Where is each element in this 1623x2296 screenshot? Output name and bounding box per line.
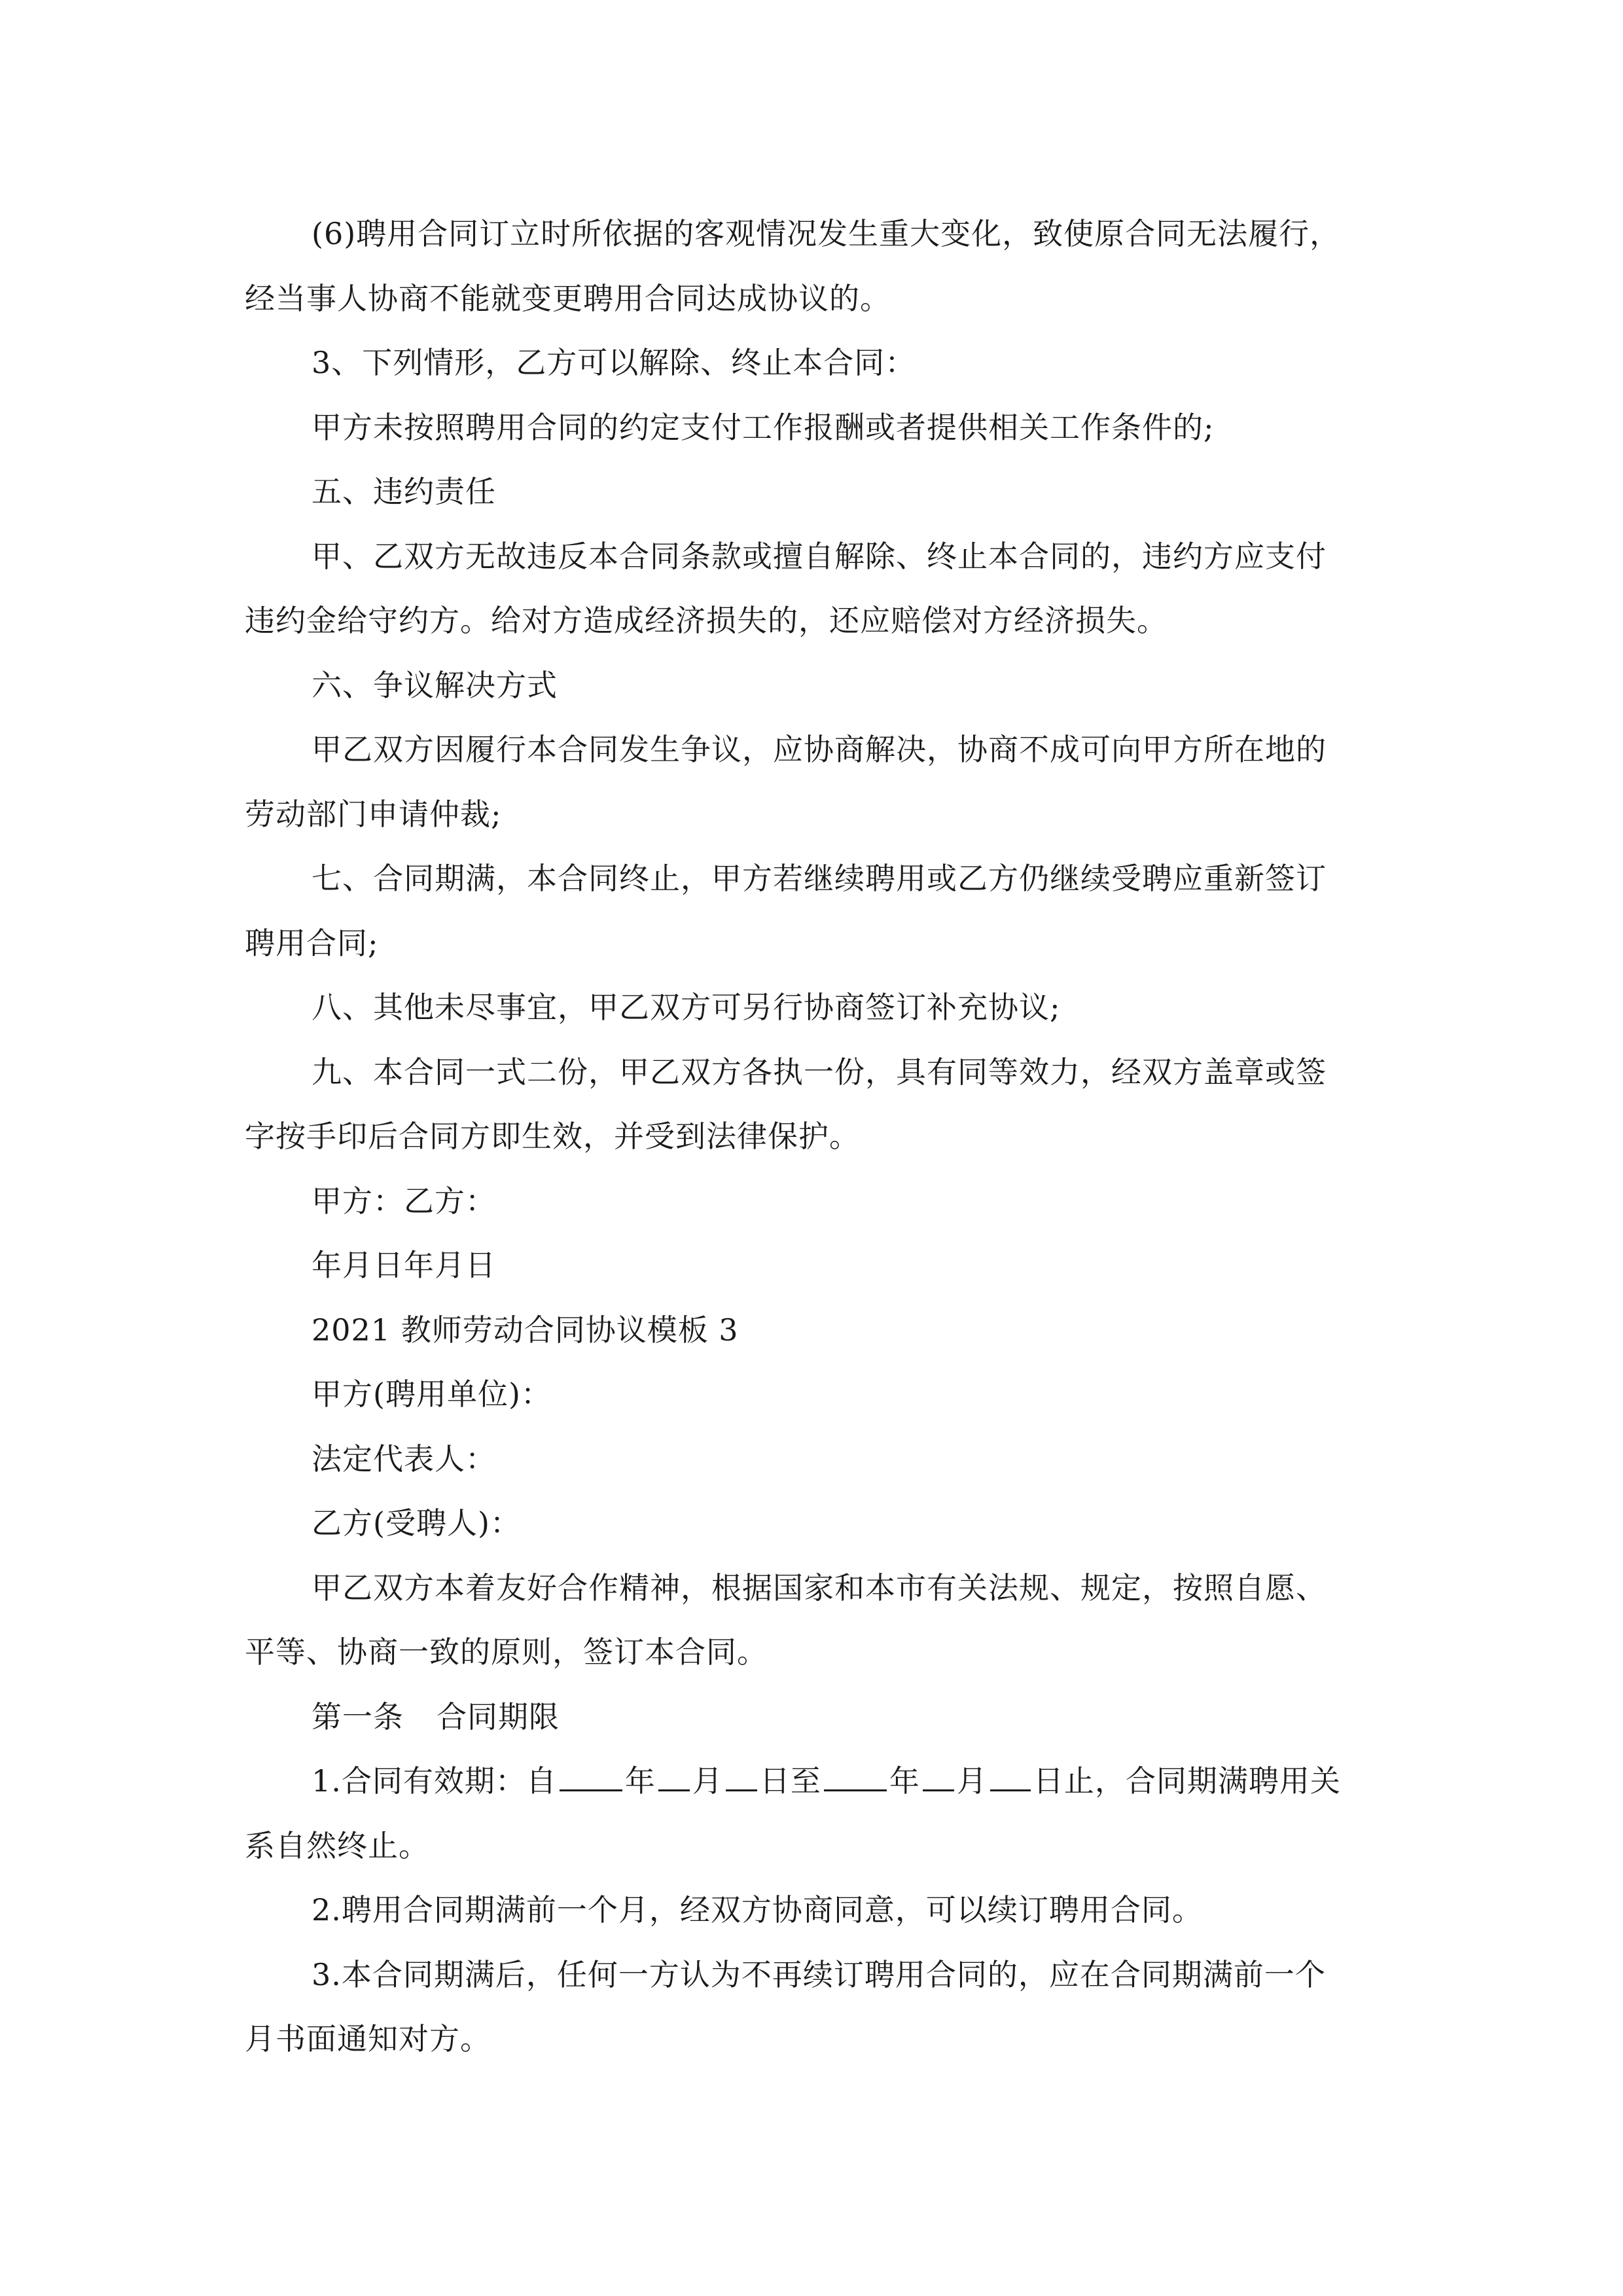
term-day-end-label: 日止，合同期满聘用关: [1033, 1763, 1341, 1799]
paragraph-line: 3、下列情形，乙方可以解除、终止本合同：: [312, 345, 916, 380]
paragraph-line: 八、其他未尽事宜，甲乙双方可另行协商签订补充协议;: [312, 990, 1061, 1025]
paragraph-line: 违约金给守约方。给对方造成经济损失的，还应赔偿对方经济损失。: [245, 603, 1168, 638]
paragraph-line: 甲乙双方因履行本合同发生争议，应协商解决，协商不成可向甲方所在地的: [312, 732, 1327, 767]
section-heading: 六、争议解决方式: [312, 667, 558, 703]
paragraph-line: 劳动部门申请仲裁;: [245, 796, 502, 832]
paragraph-line: 甲、乙双方无故违反本合同条款或擅自解除、终止本合同的，违约方应支付: [312, 538, 1327, 574]
blank-end-month: [923, 1763, 954, 1791]
term-month-label: 月: [692, 1763, 723, 1799]
article-title: 合同期限: [437, 1698, 560, 1734]
paragraph-line: 2.聘用合同期满前一个月，经双方协商同意，可以续订聘用合同。: [312, 1892, 1203, 1928]
party-a-label: 甲方(聘用单位)：: [312, 1376, 552, 1412]
blank-end-day: [990, 1763, 1031, 1791]
term-day-to-label: 日至: [759, 1763, 821, 1799]
section-heading: 五、违约责任: [312, 474, 496, 509]
paragraph-line: 系自然终止。: [245, 1827, 429, 1863]
term-prefix: 1.合同有效期：自: [312, 1763, 557, 1799]
term-year2-label: 年: [889, 1763, 920, 1799]
paragraph-line: 七、合同期满，本合同终止，甲方若继续聘用或乙方仍继续受聘应重新签订: [312, 861, 1327, 896]
signature-dates: 年月日年月日: [312, 1247, 496, 1283]
paragraph-line: 平等、协商一致的原则，签订本合同。: [245, 1634, 768, 1670]
template-title: 2021 教师劳动合同协议模板 3: [312, 1312, 739, 1348]
document-body: [245, 202, 1381, 2072]
term-month2-label: 月: [956, 1763, 988, 1799]
paragraph-line: 字按手印后合同方即生效，并受到法律保护。: [245, 1119, 860, 1154]
article-heading: [245, 1685, 1381, 1749]
signature-parties: 甲方：乙方：: [312, 1183, 496, 1219]
term-line: [245, 1749, 1381, 1814]
term-year-label: 年: [624, 1763, 656, 1799]
paragraph-line: (6)聘用合同订立时所依据的客观情况发生重大变化，致使原合同无法履行，: [312, 216, 1341, 251]
paragraph-line: 甲乙双方本着友好合作精神，根据国家和本市有关法规、规定，按照自愿、: [312, 1570, 1327, 1605]
blank-end-year: [824, 1763, 887, 1791]
paragraph-line: 月书面通知对方。: [245, 2021, 491, 2056]
blank-start-month: [658, 1763, 690, 1791]
article-number: 第一条: [312, 1698, 404, 1734]
paragraph-line: 3.本合同期满后，任何一方认为不再续订聘用合同的，应在合同期满前一个: [312, 1956, 1326, 1992]
blank-start-day: [726, 1763, 757, 1791]
paragraph-line: 聘用合同;: [245, 925, 379, 961]
paragraph-line: 经当事人协商不能就变更聘用合同达成协议的。: [245, 280, 891, 316]
paragraph-line: 甲方未按照聘用合同的约定支付工作报酬或者提供相关工作条件的;: [312, 409, 1215, 445]
blank-start-year: [560, 1763, 622, 1791]
party-b-label: 乙方(受聘人)：: [312, 1505, 521, 1541]
paragraph-line: 九、本合同一式二份，甲乙双方各执一份，具有同等效力，经双方盖章或签: [312, 1054, 1327, 1090]
legal-representative-label: 法定代表人：: [312, 1441, 496, 1477]
